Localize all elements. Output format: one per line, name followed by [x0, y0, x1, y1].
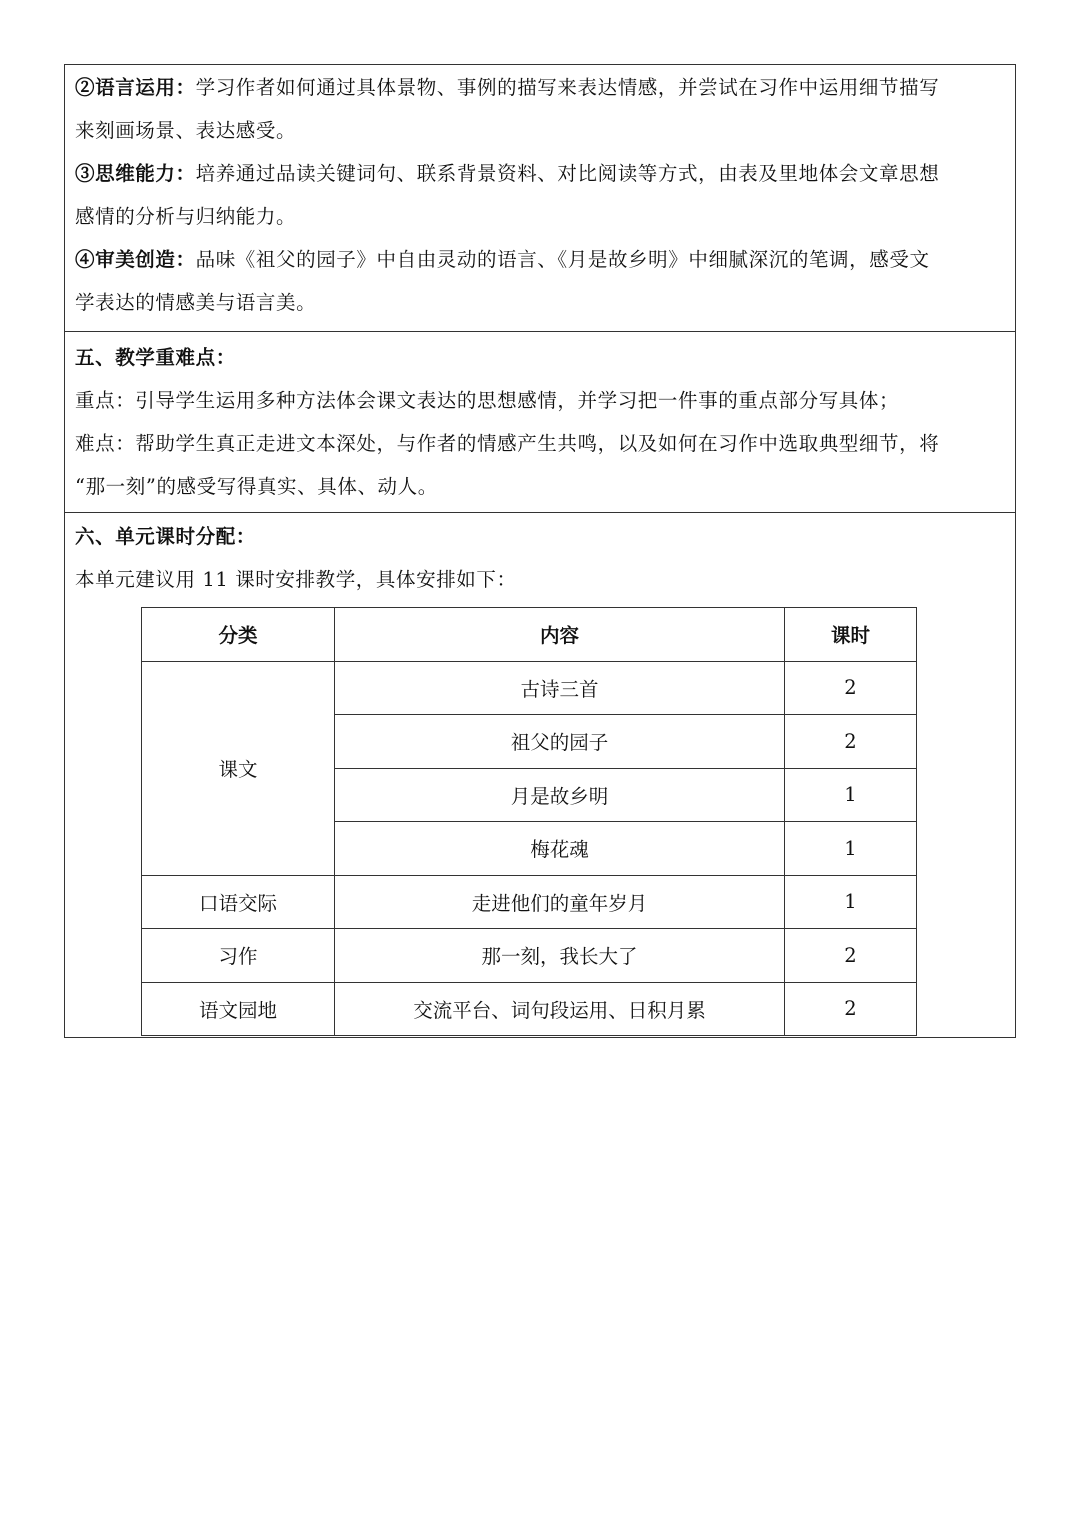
- objective-label: ④审美创造：: [75, 248, 196, 271]
- content-cell: 交流平台、词句段运用、日积月累: [335, 982, 785, 1036]
- category-cell: 口语交际: [142, 875, 335, 929]
- objective-continuation: 感情的分析与归纳能力。: [75, 205, 297, 228]
- objective-text: 培养通过品读关键词句、联系背景资料、对比阅读等方式，由表及里地体会文章思想: [195, 162, 940, 185]
- content-cell: 走进他们的童年岁月: [335, 875, 785, 929]
- objective-label: ③思维能力：: [75, 162, 196, 185]
- lesson-plan-frame: [64, 64, 1016, 1038]
- table-header-row: [142, 608, 917, 662]
- hours-cell: 1: [785, 822, 917, 876]
- content-cell: 古诗三首: [335, 661, 785, 715]
- focus-text: 重点：引导学生运用多种方法体会课文表达的思想感情，并学习把一件事的重点部分写具体；: [75, 389, 900, 412]
- header-content: 内容: [335, 608, 785, 662]
- schedule-intro: 本单元建议用 11 课时安排教学，具体安排如下：: [75, 568, 517, 591]
- category-cell: 课文: [142, 661, 335, 875]
- category-cell: 语文园地: [142, 982, 335, 1036]
- content-cell: 祖父的园子: [335, 715, 785, 769]
- hours-cell: 1: [785, 875, 917, 929]
- hours-cell: 1: [785, 768, 917, 822]
- schedule-table: [141, 607, 917, 1036]
- table-row: [142, 929, 917, 983]
- objective-text: 学习作者如何通过具体景物、事例的描写来表达情感，并尝试在习作中运用细节描写: [195, 76, 940, 99]
- objective-label: ②语言运用：: [75, 76, 196, 99]
- hours-cell: 2: [785, 929, 917, 983]
- content-cell: 月是故乡明: [335, 768, 785, 822]
- objective-aesthetic: [75, 238, 1005, 281]
- objective-language: [75, 66, 1005, 109]
- table-row: [142, 661, 917, 715]
- schedule-section: [64, 513, 1016, 1038]
- section-heading: 六、单元课时分配：: [75, 525, 256, 548]
- table-row: [142, 875, 917, 929]
- difficulty-text: 难点：帮助学生真正走进文本深处，与作者的情感产生共鸣，以及如何在习作中选取典型细节，将: [75, 432, 940, 455]
- header-hours: 课时: [785, 608, 917, 662]
- content-cell: 那一刻，我长大了: [335, 929, 785, 983]
- objectives-section: [64, 64, 1016, 332]
- objective-continuation: 学表达的情感美与语言美。: [75, 291, 317, 314]
- objective-continuation: 来刻画场景、表达感受。: [75, 119, 297, 142]
- category-cell: 习作: [142, 929, 335, 983]
- hours-cell: 2: [785, 982, 917, 1036]
- objective-thinking: [75, 152, 1005, 195]
- content-cell: 梅花魂: [335, 822, 785, 876]
- difficulty-continuation: “那一刻”的感受写得真实、具体、动人。: [75, 475, 438, 498]
- header-category: 分类: [142, 608, 335, 662]
- objective-text: 品味《祖父的园子》中自由灵动的语言、《月是故乡明》中细腻深沉的笔调，感受文: [195, 248, 930, 271]
- hours-cell: 2: [785, 661, 917, 715]
- key-points-section: [64, 332, 1016, 513]
- section-heading: 五、教学重难点：: [75, 346, 236, 369]
- hours-cell: 2: [785, 715, 917, 769]
- table-row: [142, 982, 917, 1036]
